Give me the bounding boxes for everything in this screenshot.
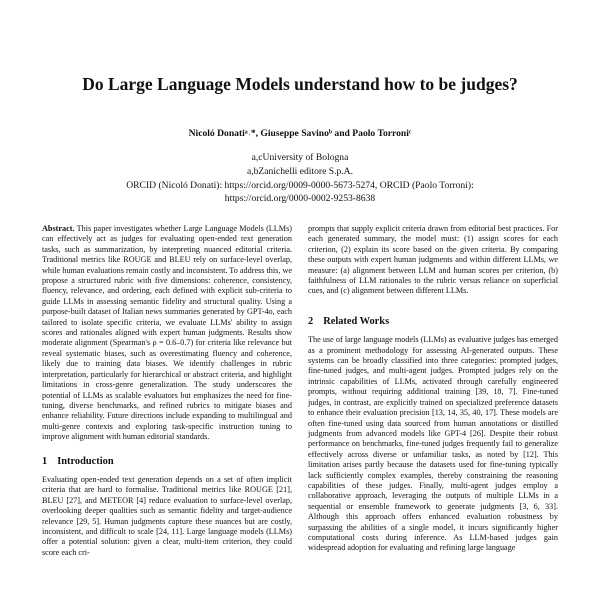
introduction-continued-text: prompts that supply explicit criteria drawn from editorial best practices. For each generated summary, the model must: (1) assign scores for each criterion, (2) explain its score based on the given criteria. By comparing these outputs with expert human judgments and within different LLMs, we measure: (a) alignment between LLM and human scores per criterion, (b) faithfulness of LLM rationales to the rubric versus reliance on superficial cues, and (c) alignment between different LLMs. xyxy=(308,224,558,296)
abstract xyxy=(42,224,292,443)
paper-title: Do Large Language Models understand how to be judges? xyxy=(82,74,518,94)
related-works-text: The use of large language models (LLMs) as evaluative judges has emerged as a prominent methodology for assessing AI-generated outputs. These systems can be broadly classified into three categories: prompted judges, fine-tuned judges, and multi-agent judges. Prompted judges rely on the intrinsic capabilities of LLMs, activated through carefully engineered prompts, without requiring additional training [39, 18, 7]. Fine-tuned judges, in contrast, are explicitly trained on specialized preference datasets to enhance their evaluation precision [13, 14, 35, 40, 17]. These models are often fine-tuned using data sourced from human annotations or distilled judgments from advanced models like GPT-4 [26]. Despite their robust performance on benchmarks, fine-tuned judges frequently fail to generalize effectively across diverse or unfamiliar tasks, as noted by [12]. This limitation arises partly because the datasets used for fine-tuning typically lack sufficiently complex examples, thereby constraining the reasoning capabilities of these judges. Finally, multi-agent judges employ a collaborative approach, leveraging the outputs of multiple LLMs in a sequential or ensemble framework to generate judgments [3, 6, 33]. Although this approach offers enhanced evaluation robustness by surpassing the abilities of a single model, it incurs significantly higher computational costs during inference. As LLM-based judges gain widespread adoption for evaluating and refining large language xyxy=(308,335,558,553)
section-heading-introduction xyxy=(42,457,292,467)
orcid-line: https://orcid.org/0000-0002-9253-8638 xyxy=(224,193,376,204)
abstract-label: Abstract. xyxy=(42,224,75,233)
right-column xyxy=(308,224,558,554)
left-column xyxy=(42,224,292,558)
affiliation-line: a,bZanichelli editore S.p.A. xyxy=(246,166,354,177)
author-line: Nicoló Donatiᵃ˒*, Giuseppe Savinoᵇ and Paolo Torroniᶜ xyxy=(188,128,412,139)
affiliation-line: a,cUniversity of Bologna xyxy=(251,152,349,163)
section-title: Introduction xyxy=(57,455,114,467)
section-number: 2 xyxy=(308,315,314,327)
orcid-line: ORCID (Nicoló Donati): https://orcid.org/0009-0000-5673-5274, ORCID (Paolo Torroni): xyxy=(126,180,474,191)
abstract-text: This paper investigates whether Large Language Models (LLMs) can effectively act as judges for evaluating open-ended text generation tasks, such as summarization, by interpreting nuanced editorial criteria. Traditional metrics like ROUGE and BLEU rely on surface-level overlap, while human evaluations remain costly and inconsistent. To address this, we propose a structured rubric with five dimensions: coherence, consistency, fluency, relevance, and ordering, each defined with explicit sub-criteria to guide LLMs in assessing semantic fidelity and structural quality. Using a purpose-built dataset of Italian news summaries generated by GPT-4o, each tailored to isolate specific criteria, we evaluate LLMs' ability to assign scores and rationales aligned with expert human judgments. Results show moderate alignment (Spearman's ρ = 0.6–0.7) for criteria like relevance but reveal systematic biases, such as overestimating fluency and coherence, likely due to training data biases. We identify challenges in rubric interpretation, particularly for hierarchical or abstract criteria, and highlight limitations in cross-genre generalization. The study underscores the potential of LLMs as scalable evaluators but emphasizes the need for fine-tuning, diverse benchmarks, and refined rubrics to mitigate biases and enhance reliability. Future directions include expanding to multilingual and multi-genre contexts and exploring task-specific instruction tuning to improve alignment with human editorial standards. xyxy=(42,224,292,442)
section-number: 1 xyxy=(42,455,48,467)
section-heading-related-works xyxy=(308,317,558,327)
section-title: Related Works xyxy=(323,315,390,327)
introduction-text: Evaluating open-ended text generation depends on a set of often implicit criteria that are hard to formalise. Traditional metrics like ROUGE [21], BLEU [27], and METEOR [4] reduce evaluation to surface-level overlap, overlooking deeper qualities such as semantic fidelity and target-audience relevance [29, 5]. Human judgments capture these nuances but are costly, inconsistent, and difficult to scale [24, 11]. Large language models (LLMs) offer a potential solution: given a clear, multi-item criterion, they could score each cri- xyxy=(42,474,292,557)
